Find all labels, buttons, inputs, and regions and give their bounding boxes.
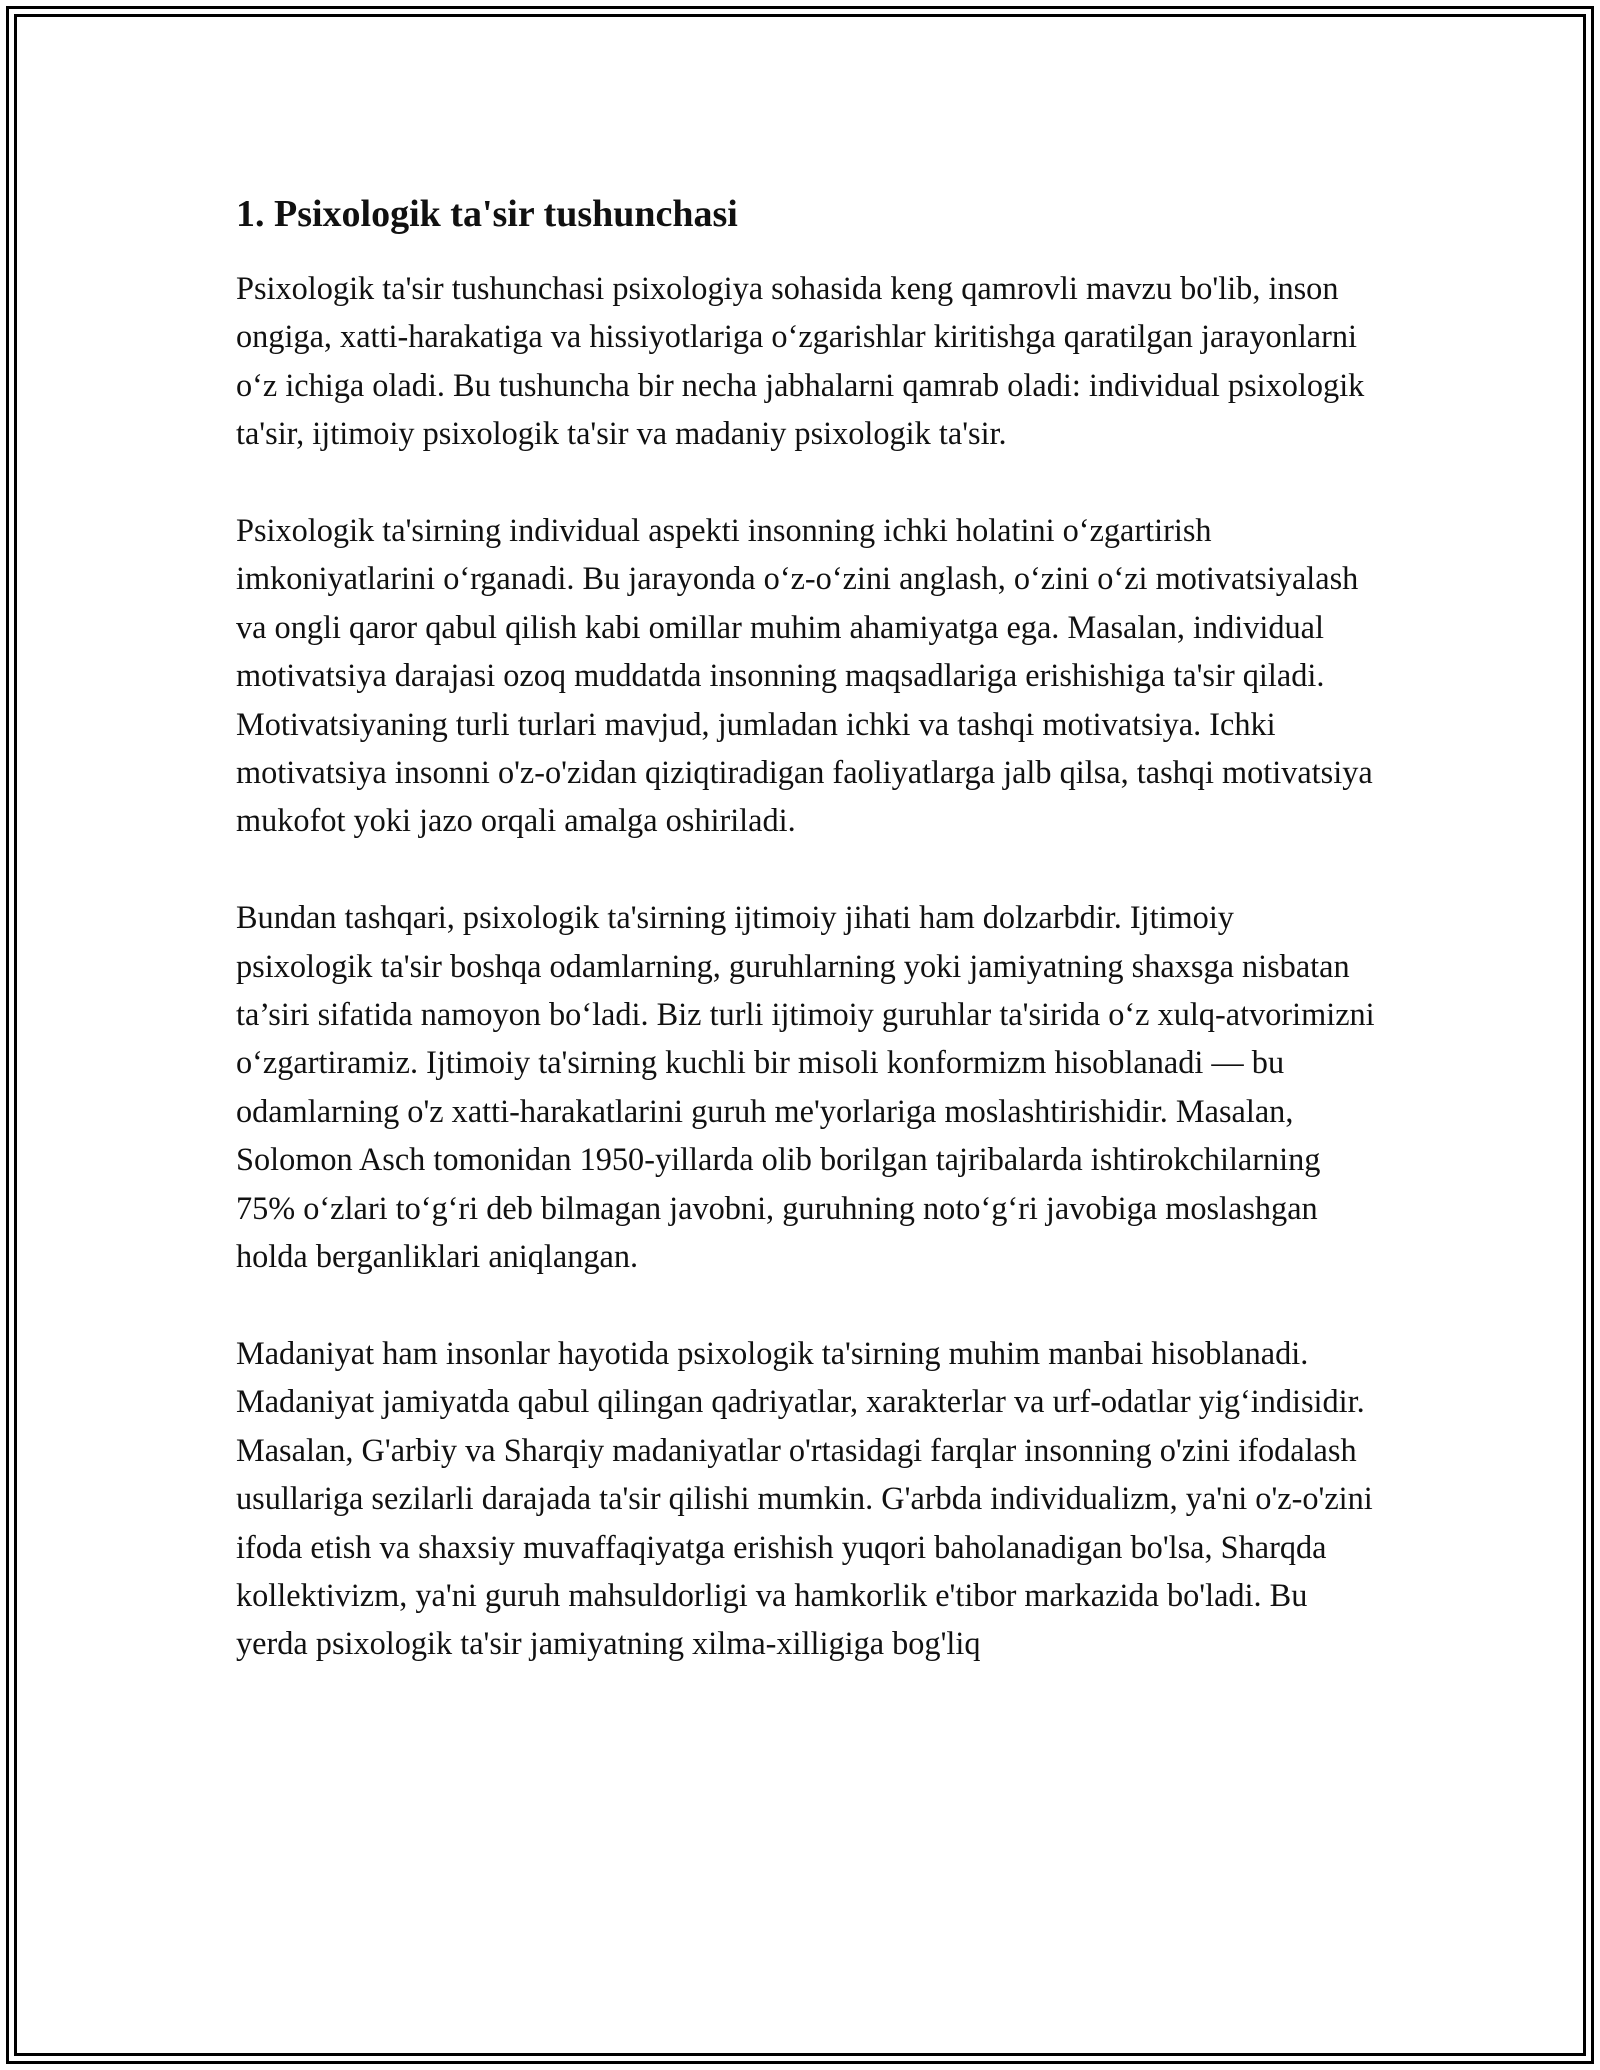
section-title: 1. Psixologik ta'sir tushunchasi <box>236 193 738 235</box>
paragraph-4: Madaniyat ham insonlar hayotida psixologik ta'sirning muhim manbai hisoblanadi. Madaniyat jamiyatda qabul qilingan qadriyatlar, xarakterlar va urf-odatlar yigʻindisidir. Masalan, G'arbiy va Sharqiy madaniyatlar o'rtasidagi farqlar insonning o'zini ifodalash usullariga sezilarli darajada ta'sir qilishi mumkin. G'arbda individualizm, ya'ni o'z-o'zini ifoda etish va shaxsiy muvaffaqiyatga erishish yuqori baholanadigan bo'lsa, Sharqda kollektivizm, ya'ni guruh mahsuldorligi va hamkorlik e'tibor markazida bo'ladi. Bu yerda psixologik ta'sir jamiyatning xilma-xilligiga bog'liq <box>236 1334 1373 1662</box>
document-body <box>236 190 1376 1668</box>
paragraph-2: Psixologik ta'sirning individual aspekti insonning ichki holatini oʻzgartirish imkoniyatlarini oʻrganadi. Bu jarayonda oʻz-oʻzini anglash, oʻzini oʻzi motivatsiyalash va ongli qaror qabul qilish kabi omillar muhim ahamiyatga ega. Masalan, individual motivatsiya darajasi ozoq muddatda insonning maqsadlariga erishishiga ta'sir qiladi. Motivatsiyaning turli turlari mavjud, jumladan ichki va tashqi motivatsiya. Ichki motivatsiya insonni o'z-o'zidan qiziqtiradigan faoliyatlarga jalb qilsa, tashqi motivatsiya mukofot yoki jazo orqali amalga oshiriladi. <box>236 512 1373 839</box>
paragraph-3: Bundan tashqari, psixologik ta'sirning ijtimoiy jihati ham dolzarbdir. Ijtimoiy psixologik ta'sir boshqa odamlarning, guruhlarning yoki jamiyatning shaxsga nisbatan ta’siri sifatida namoyon boʻladi. Biz turli ijtimoiy guruhlar ta'sirida oʻz xulq-atvorimizni oʻzgartiramiz. Ijtimoiy ta'sirning kuchli bir misoli konformizm hisoblanadi — bu odamlarning o'z xatti-harakatlarini guruh me'yorlariga moslashtirishidir. Masalan, Solomon Asch tomonidan 1950-yillarda olib borilgan tajribalarda ishtirokchilarning 75% oʻzlari toʻgʻri deb bilmagan javobni, guruhning notoʻgʻri javobiga moslashgan holda berganliklari aniqlangan. <box>236 899 1375 1275</box>
paragraph-1: Psixologik ta'sir tushunchasi psixologiya sohasida keng qamrovli mavzu bo'lib, inson ongiga, xatti-harakatiga va hissiyotlariga oʻzgarishlar kiritishga qaratilgan jarayonlarni oʻz ichiga oladi. Bu tushuncha bir necha jabhalarni qamrab oladi: individual psixologik ta'sir, ijtimoiy psixologik ta'sir va madaniy psixologik ta'sir. <box>236 270 1365 452</box>
